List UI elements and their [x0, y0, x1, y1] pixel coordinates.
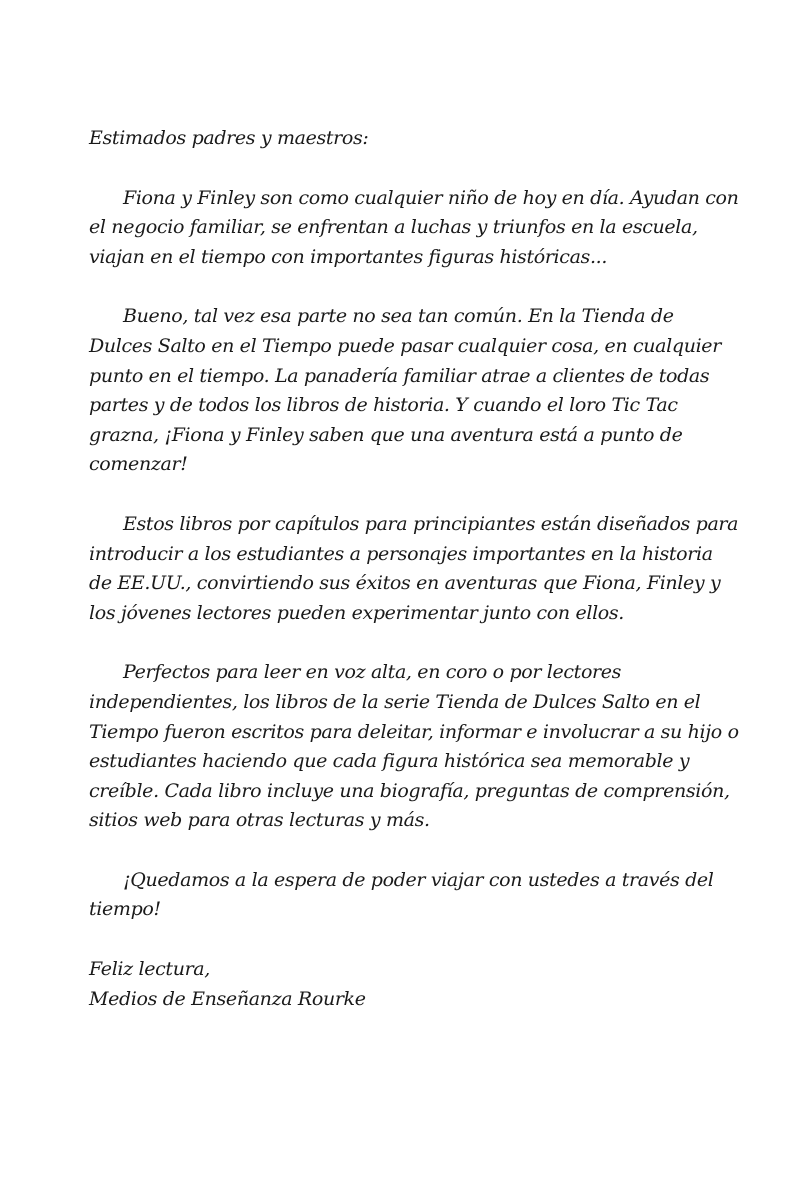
letter-body — [89, 124, 739, 1014]
paragraph-series: Perfectos para leer en voz alta, en coro o por lectores independientes, los libros de la serie Tienda de Dulces Salto en el Tiempo fueron escritos para deleitar, informar e involucrar a su hijo o estudiantes haciendo que cada figura histórica sea memorable y creíble. Cada libro incluye una biografía, preguntas de comprensión, sitios web para otras lecturas y más. — [89, 661, 739, 832]
signature: Medios de Enseñanza Rourke — [89, 987, 366, 1010]
paragraph-intro: Fiona y Finley son como cualquier niño de hoy en día. Ayudan con el negocio familiar, se enfrentan a luchas y triunfos en la escuela, viajan en el tiempo con importantes figuras históricas... — [89, 186, 739, 268]
paragraph-chapter-books: Estos libros por capítulos para principiantes están diseñados para introducir a los estudiantes a personajes importantes en la historia de EE.UU., convirtiendo sus éxitos en aventuras que Fiona, Finley y los jóvenes lectores pueden experimentar junto con ellos. — [89, 512, 739, 624]
salutation: Estimados padres y maestros: — [89, 127, 369, 149]
paragraph-farewell: ¡Quedamos a la espera de poder viajar con ustedes a través del tiempo! — [89, 868, 714, 921]
paragraph-candy-shop: Bueno, tal vez esa parte no sea tan común. En la Tienda de Dulces Salto en el Tiempo puede pasar cualquier cosa, en cualquier punto en el tiempo. La panadería familiar atrae a clientes de todas partes y de todos los libros de historia. Y cuando el loro Tic Tac grazna, ¡Fiona y Finley saben que una aventura está a punto de comenzar! — [89, 305, 721, 476]
closing: Feliz lectura, — [89, 958, 210, 981]
